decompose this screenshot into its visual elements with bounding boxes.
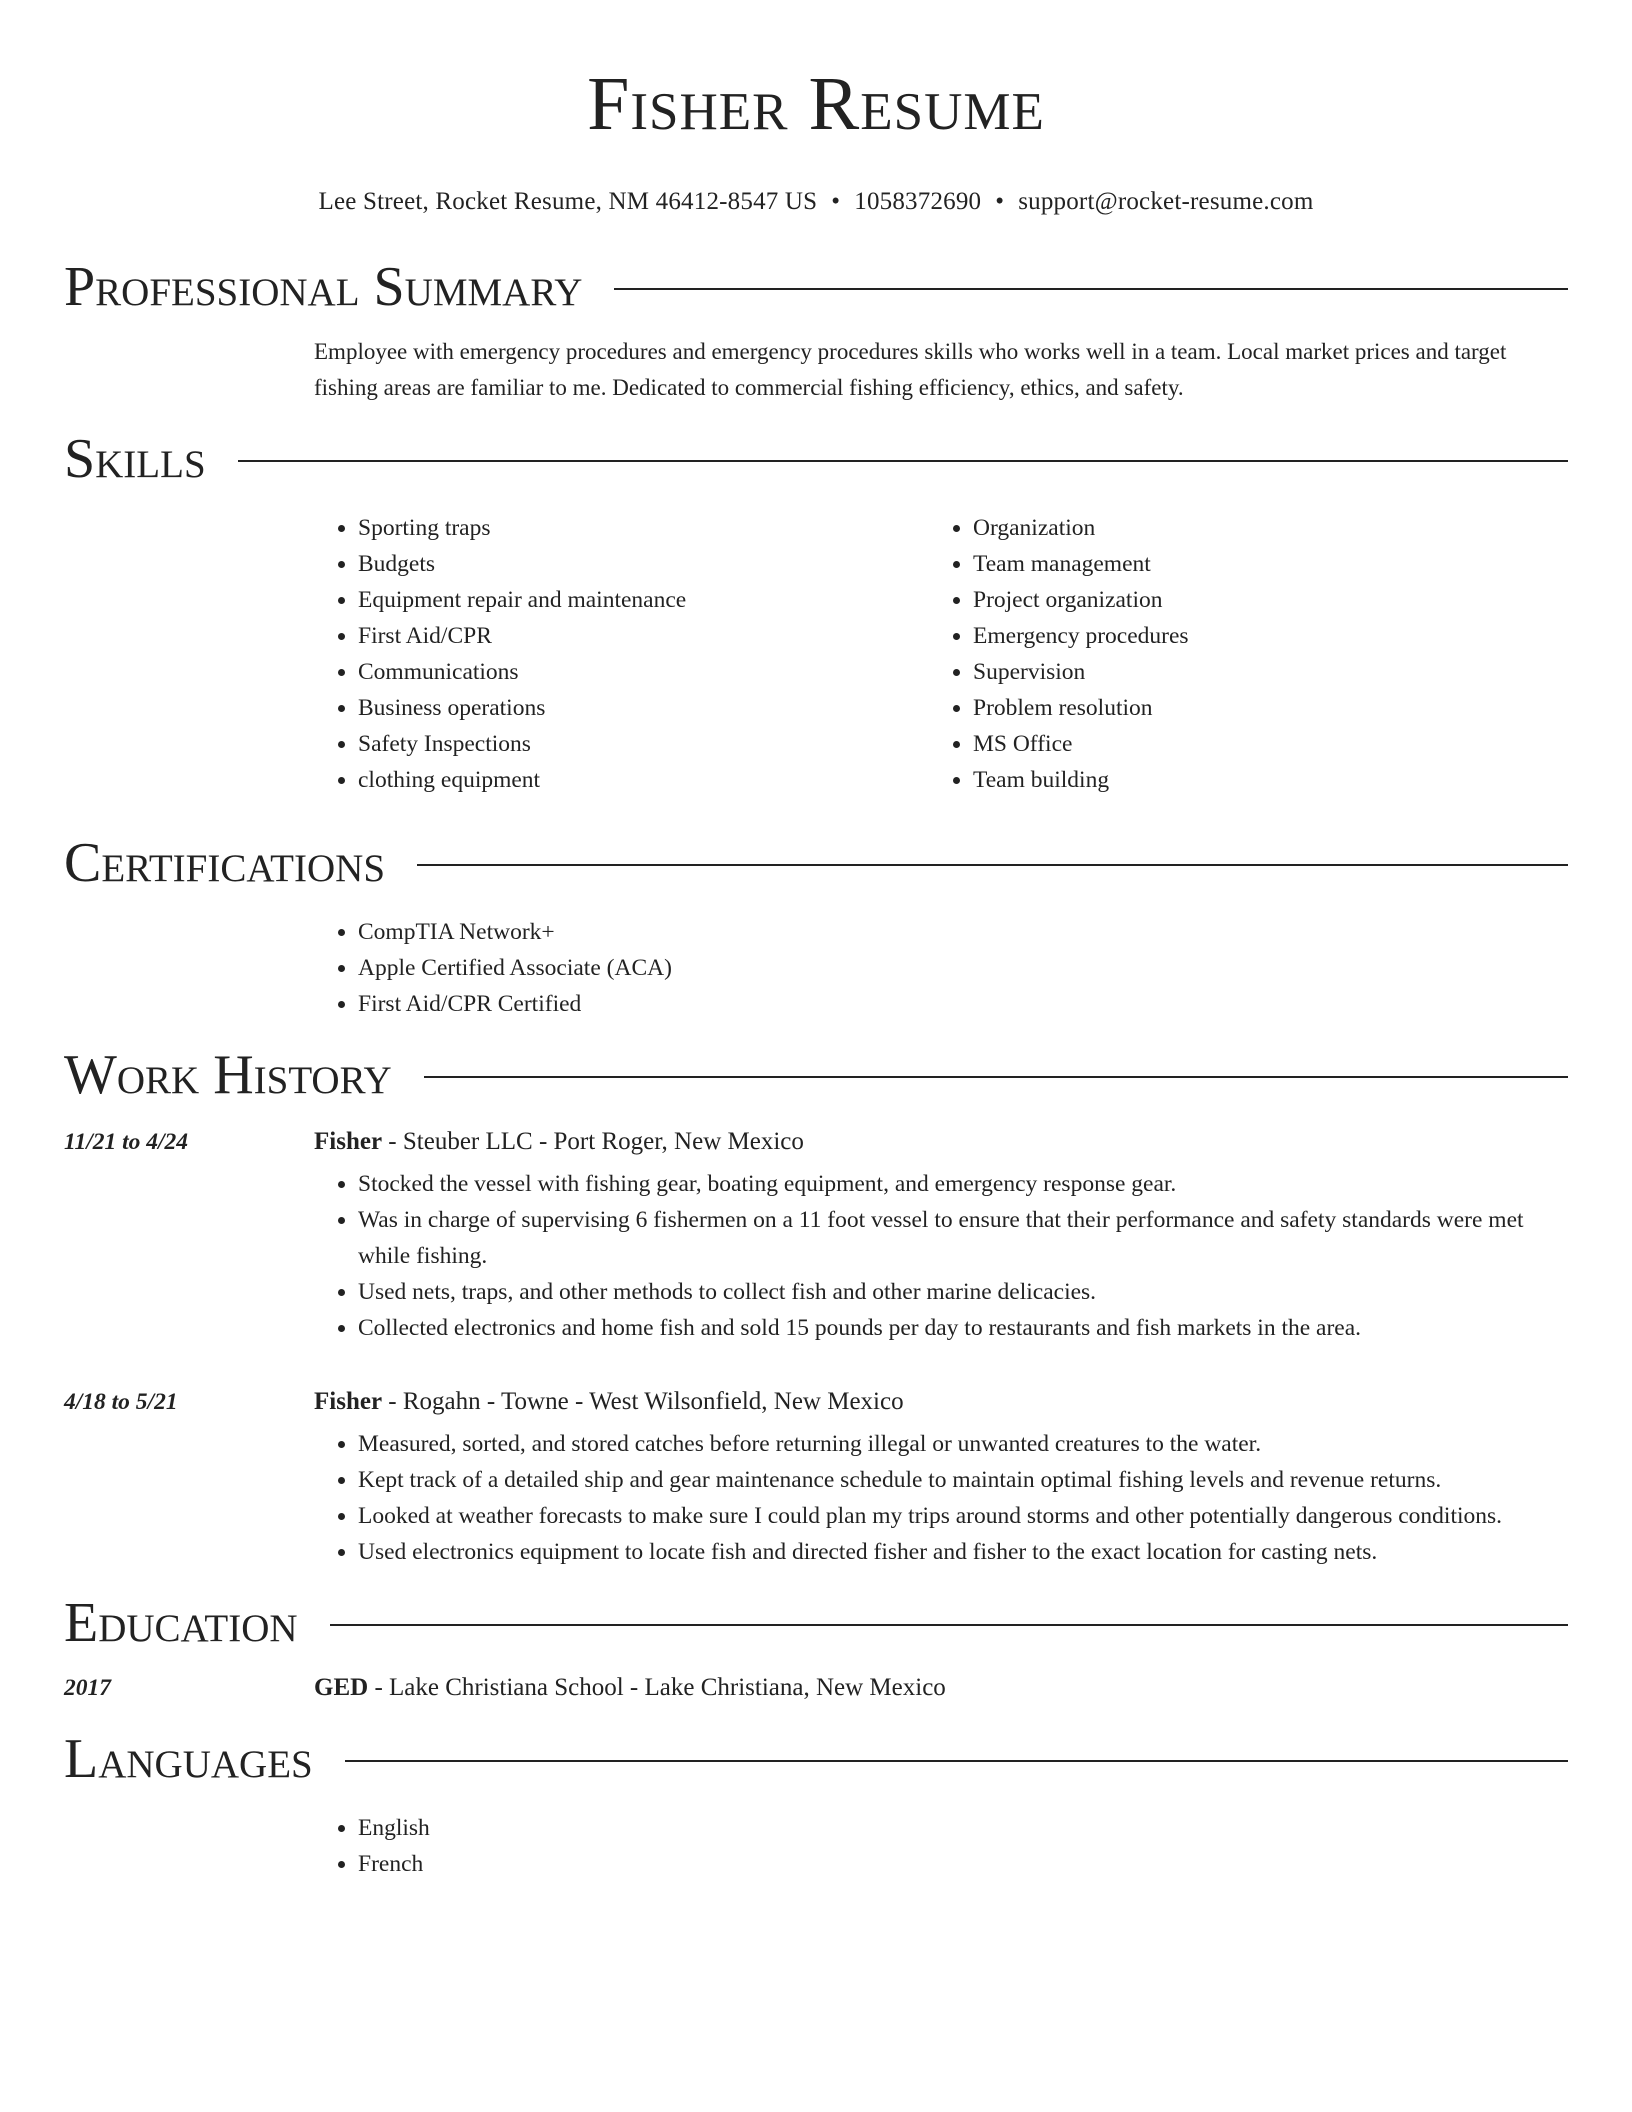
skill-item: • Budgets <box>358 546 929 582</box>
skill-item: • Supervision <box>973 654 1544 690</box>
skill-item: • First Aid/CPR <box>358 618 929 654</box>
skills-grid <box>314 510 1568 798</box>
resume-name: Fisher Resume <box>587 62 1045 146</box>
skill-item: • Sporting traps <box>358 510 929 546</box>
skill-item: • Team management <box>973 546 1544 582</box>
section-divider <box>424 1076 1568 1078</box>
skill-item: • Emergency procedures <box>973 618 1544 654</box>
skill-item: • Project organization <box>973 582 1544 618</box>
contact-address: Lee Street, Rocket Resume, NM 46412-8547 US <box>318 188 818 215</box>
job-bullets <box>314 1166 1568 1346</box>
section-title-skills: Skills <box>64 428 206 490</box>
certification-item: • First Aid/CPR Certified <box>358 986 1568 1022</box>
skills-section-header <box>64 424 1568 494</box>
job-bullet: • Measured, sorted, and stored catches before returning illegal or unwanted creatures to the water. <box>358 1426 1568 1462</box>
job-role: Fisher <box>314 1388 383 1415</box>
job-entry <box>64 1128 1568 1156</box>
skills-column-left <box>314 510 929 798</box>
job-details: - Rogahn - Towne - West Wilsonfield, New Mexico <box>382 1388 904 1415</box>
job-bullet: • Stocked the vessel with fishing gear, boating equipment, and emergency response gear. <box>358 1166 1568 1202</box>
section-title-languages: Languages <box>64 1728 313 1790</box>
job-dates: 11/21 to 4/24 <box>64 1129 189 1155</box>
languages-list <box>314 1810 1568 1882</box>
language-item: • English <box>358 1810 1568 1846</box>
job-title-line <box>314 1388 904 1416</box>
job-bullet: • Kept track of a detailed ship and gear maintenance schedule to maintain optimal fishing levels and revenue returns. <box>358 1462 1568 1498</box>
contact-separator: • <box>831 188 841 215</box>
skill-item: • Safety Inspections <box>358 726 929 762</box>
section-divider <box>330 1624 1568 1626</box>
section-divider <box>417 864 1568 866</box>
skills-column-right <box>929 510 1544 798</box>
job-dates: 4/18 to 5/21 <box>64 1389 178 1415</box>
job-bullet: • Looked at weather forecasts to make sure I could plan my trips around storms and other potentially dangerous conditions. <box>358 1498 1568 1534</box>
job-bullet: • Collected electronics and home fish and sold 15 pounds per day to restaurants and fish markets in the area. <box>358 1310 1568 1346</box>
certification-item: • CompTIA Network+ <box>358 914 1568 950</box>
education-section-header <box>64 1588 1568 1658</box>
skill-item: • Team building <box>973 762 1544 798</box>
skill-item: • Communications <box>358 654 929 690</box>
section-divider <box>614 288 1568 290</box>
skill-item: • Equipment repair and maintenance <box>358 582 929 618</box>
job-title-line <box>314 1128 804 1156</box>
job-bullet: • Used nets, traps, and other methods to collect fish and other marine delicacies. <box>358 1274 1568 1310</box>
job-role: Fisher <box>314 1128 383 1155</box>
job-bullet: • Used electronics equipment to locate fish and directed fisher and fisher to the exact location for casting nets. <box>358 1534 1568 1570</box>
skill-item: • Business operations <box>358 690 929 726</box>
contact-email: support@rocket-resume.com <box>1018 188 1314 215</box>
job-bullets <box>314 1426 1568 1570</box>
certification-item: • Apple Certified Associate (ACA) <box>358 950 1568 986</box>
skill-item: • Problem resolution <box>973 690 1544 726</box>
section-title-work: Work History <box>64 1044 392 1106</box>
certifications-section-header <box>64 828 1568 898</box>
contact-phone: 1058372690 <box>854 188 982 215</box>
contact-separator: • <box>995 188 1005 215</box>
skill-item: • Organization <box>973 510 1544 546</box>
certifications-list <box>314 914 1568 1022</box>
section-divider <box>345 1760 1568 1762</box>
language-item: • French <box>358 1846 1568 1882</box>
job-bullet: • Was in charge of supervising 6 fishermen on a 11 foot vessel to ensure that their performance and safety standards were met while fishing. <box>358 1202 1568 1274</box>
section-title-certifications: Certifications <box>64 832 386 894</box>
education-degree: GED <box>314 1674 369 1701</box>
job-entry <box>64 1388 1568 1416</box>
section-title-summary: Professional Summary <box>64 256 583 318</box>
languages-section-header <box>64 1724 1568 1794</box>
work-section-header <box>64 1040 1568 1110</box>
summary-section-header <box>64 252 1568 322</box>
job-details: - Steuber LLC - Port Roger, New Mexico <box>382 1128 804 1155</box>
education-year: 2017 <box>64 1675 111 1701</box>
summary-text: Employee with emergency procedures and emergency procedures skills who works well in a team. Local market prices and target fishing areas are familiar to me. Dedicated to commercial fishing efficiency, ethics, and safety. <box>314 339 1507 400</box>
section-divider <box>238 460 1568 462</box>
education-line <box>314 1674 946 1702</box>
contact-line <box>64 188 1568 216</box>
skill-item: • clothing equipment <box>358 762 929 798</box>
skill-item: • MS Office <box>973 726 1544 762</box>
education-entry <box>64 1674 1568 1702</box>
education-details: - Lake Christiana School - Lake Christiana, New Mexico <box>368 1674 946 1701</box>
section-title-education: Education <box>64 1592 298 1654</box>
